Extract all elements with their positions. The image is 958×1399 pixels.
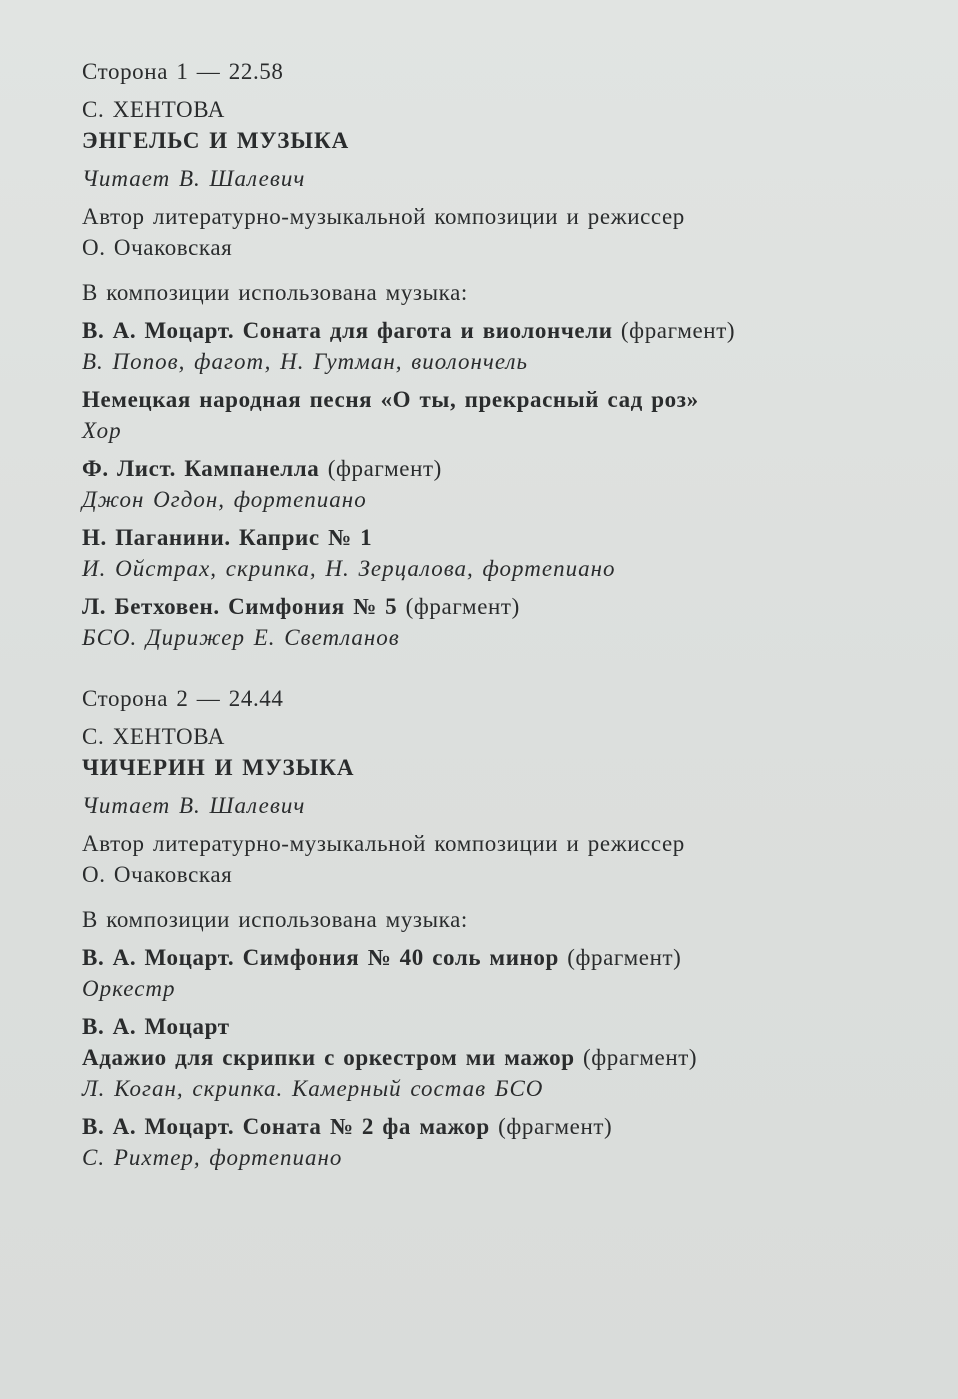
work-performers: И. Ойстрах, скрипка, Н. Зерцалова, фортепиано bbox=[82, 556, 616, 581]
side-2-reader: Читает В. Шалевич bbox=[82, 793, 306, 818]
side-1-title: ЭНГЕЛЬС И МУЗЫКА bbox=[82, 128, 350, 153]
work-title-line bbox=[82, 384, 942, 415]
work-note: (фрагмент) bbox=[397, 594, 520, 619]
work-performers: Л. Коган, скрипка. Камерный состав БСО bbox=[82, 1076, 544, 1101]
side-2-title: ЧИЧЕРИН И МУЗЫКА bbox=[82, 755, 355, 780]
work-performers: БСО. Дирижер Е. Светланов bbox=[82, 625, 400, 650]
work-title: В. А. Моцарт. Симфония № 40 соль минор bbox=[82, 945, 559, 970]
work-title: Немецкая народная песня «О ты, прекрасный сад роз» bbox=[82, 387, 699, 412]
work-title: Н. Паганини. Каприс № 1 bbox=[82, 525, 373, 550]
work-title: Ф. Лист. Кампанелла bbox=[82, 456, 320, 481]
tracklist-content bbox=[82, 56, 942, 1173]
side-2-author: С. ХЕНТОВА bbox=[82, 724, 225, 749]
work-note: (фрагмент) bbox=[558, 945, 682, 970]
work-performers: В. Попов, фагот, Н. Гутман, виолончель bbox=[82, 349, 528, 374]
work-title: В. А. Моцарт. Соната № 2 фа мажор bbox=[82, 1114, 490, 1139]
work-note: (фрагмент) bbox=[612, 318, 736, 343]
side-2-header: Сторона 2 — 24.44 bbox=[82, 686, 284, 711]
side-1-work bbox=[82, 453, 942, 515]
side-1-credits-line-2: О. Очаковская bbox=[82, 235, 233, 260]
work-title-line bbox=[82, 522, 942, 553]
work-title-line bbox=[82, 315, 942, 346]
side-1-credits-line-1: Автор литературно-музыкальной композиции и режиссер bbox=[82, 204, 685, 229]
work-note: (фрагмент) bbox=[574, 1045, 698, 1070]
work-performers: С. Рихтер, фортепиано bbox=[82, 1145, 343, 1170]
work-note: (фрагмент) bbox=[319, 456, 442, 481]
work-note: (фрагмент) bbox=[489, 1114, 613, 1139]
side-1 bbox=[82, 56, 942, 653]
side-1-work bbox=[82, 591, 942, 653]
side-1-author: С. ХЕНТОВА bbox=[82, 97, 225, 122]
side-1-work bbox=[82, 315, 942, 377]
work-title: Адажио для скрипки с оркестром ми мажор bbox=[82, 1045, 575, 1070]
work-composer: В. А. Моцарт bbox=[82, 1014, 230, 1039]
side-1-music-intro: В композиции использована музыка: bbox=[82, 280, 468, 305]
work-title-line bbox=[82, 1111, 942, 1142]
work-performers: Хор bbox=[82, 418, 122, 443]
side-2-work bbox=[82, 942, 942, 1004]
work-title-line bbox=[82, 1042, 942, 1073]
side-1-work bbox=[82, 522, 942, 584]
side-1-work bbox=[82, 384, 942, 446]
work-performers: Джон Огдон, фортепиано bbox=[82, 487, 367, 512]
side-1-reader: Читает В. Шалевич bbox=[82, 166, 306, 191]
side-2-credits-line-2: О. Очаковская bbox=[82, 862, 233, 887]
work-title-line bbox=[82, 942, 942, 973]
work-title: Л. Бетховен. Симфония № 5 bbox=[82, 594, 398, 619]
work-performers: Оркестр bbox=[82, 976, 176, 1001]
side-2-credits-line-1: Автор литературно-музыкальной композиции и режиссер bbox=[82, 831, 685, 856]
side-2-music-intro: В композиции использована музыка: bbox=[82, 907, 468, 932]
work-title: В. А. Моцарт. Соната для фагота и виолончели bbox=[82, 318, 613, 343]
side-2-work bbox=[82, 1111, 942, 1173]
side-2 bbox=[82, 683, 942, 1173]
side-2-work bbox=[82, 1011, 942, 1104]
work-title-line bbox=[82, 591, 942, 622]
side-1-header: Сторона 1 — 22.58 bbox=[82, 59, 284, 84]
work-title-line bbox=[82, 453, 942, 484]
